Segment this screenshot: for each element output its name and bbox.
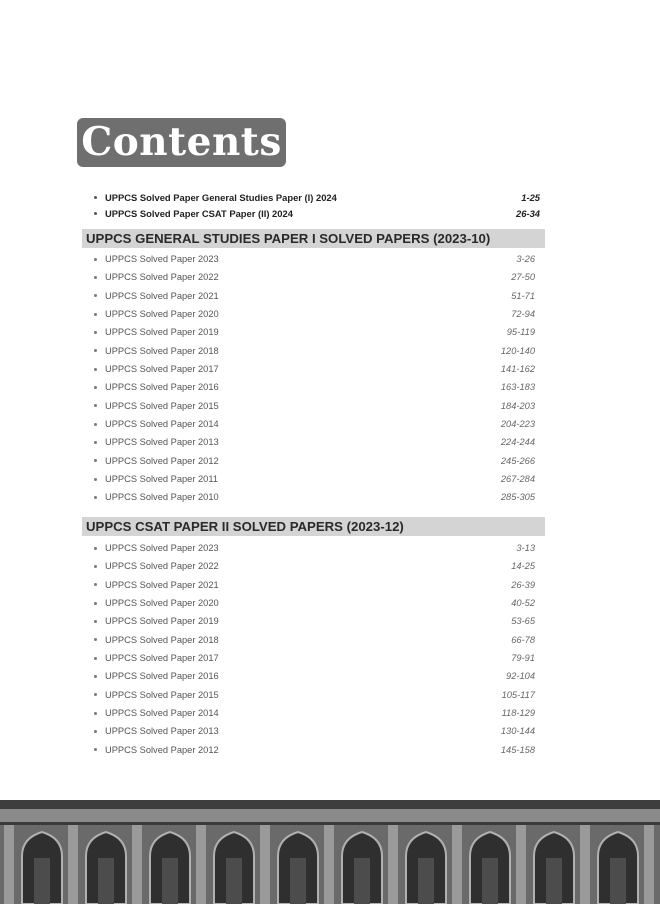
list-item[interactable] bbox=[92, 741, 535, 759]
entry-pages: 184-203 bbox=[500, 400, 535, 411]
entry-pages: 267-284 bbox=[500, 474, 535, 485]
list-item[interactable] bbox=[92, 415, 535, 433]
entry-pages: 130-144 bbox=[500, 726, 535, 737]
entry-pages: 53-65 bbox=[511, 616, 535, 627]
bullet-icon bbox=[94, 675, 97, 678]
bullet-icon bbox=[94, 459, 97, 462]
entry-label: UPPCS Solved Paper 2012 bbox=[105, 455, 219, 466]
entry-pages: 26-39 bbox=[511, 579, 535, 590]
bullet-icon bbox=[94, 478, 97, 481]
bullet-icon bbox=[94, 602, 97, 605]
entry-label: UPPCS Solved Paper 2019 bbox=[105, 616, 219, 627]
bullet-icon bbox=[94, 313, 97, 316]
entry-pages: 163-183 bbox=[500, 382, 535, 393]
entry-pages: 145-158 bbox=[500, 744, 535, 755]
list-item[interactable] bbox=[92, 342, 535, 360]
list-item[interactable] bbox=[92, 594, 535, 612]
list-item[interactable] bbox=[92, 452, 535, 470]
bullet-icon bbox=[94, 748, 97, 751]
bullet-icon bbox=[94, 547, 97, 550]
entry-pages: 105-117 bbox=[501, 689, 535, 700]
entry-pages: 26-34 bbox=[516, 207, 540, 219]
entry-label: UPPCS Solved Paper 2022 bbox=[105, 561, 219, 572]
list-item[interactable] bbox=[92, 433, 535, 451]
bullet-icon bbox=[94, 212, 97, 215]
list-item[interactable] bbox=[92, 287, 535, 305]
entry-pages: 72-94 bbox=[511, 309, 535, 320]
entry-pages: 224-244 bbox=[500, 437, 535, 448]
list-item[interactable] bbox=[92, 649, 535, 667]
entry-label: UPPCS Solved Paper 2018 bbox=[105, 634, 219, 645]
bullet-icon bbox=[94, 196, 97, 199]
bullet-icon bbox=[94, 712, 97, 715]
entry-pages: 40-52 bbox=[511, 598, 535, 609]
entry-label: UPPCS Solved Paper 2014 bbox=[105, 708, 219, 719]
entry-label: UPPCS Solved Paper 2013 bbox=[105, 726, 219, 737]
list-item[interactable] bbox=[92, 612, 535, 630]
bullet-icon bbox=[94, 565, 97, 568]
bullet-icon bbox=[94, 583, 97, 586]
bullet-icon bbox=[94, 331, 97, 334]
entry-label: UPPCS Solved Paper CSAT Paper (II) 2024 bbox=[105, 207, 293, 219]
entry-pages: 118-129 bbox=[501, 708, 535, 719]
entry-label: UPPCS Solved Paper 2020 bbox=[105, 309, 219, 320]
list-item[interactable] bbox=[92, 722, 535, 740]
entry-pages: 27-50 bbox=[511, 272, 535, 283]
bullet-icon bbox=[94, 657, 97, 660]
entry-pages: 92-104 bbox=[506, 671, 535, 682]
entry-pages: 95-119 bbox=[506, 327, 535, 338]
bullet-icon bbox=[94, 423, 97, 426]
entry-label: UPPCS Solved Paper 2019 bbox=[105, 327, 219, 338]
entry-pages: 79-91 bbox=[511, 653, 535, 664]
list-item[interactable] bbox=[92, 378, 535, 396]
entry-label: UPPCS Solved Paper 2014 bbox=[105, 419, 219, 430]
entry-pages: 3-13 bbox=[516, 543, 535, 554]
list-item[interactable] bbox=[92, 305, 535, 323]
entry-label: UPPCS Solved Paper 2016 bbox=[105, 671, 219, 682]
bullet-icon bbox=[94, 638, 97, 641]
list-item[interactable] bbox=[92, 189, 540, 205]
bullet-icon bbox=[94, 441, 97, 444]
list-item[interactable] bbox=[92, 323, 535, 341]
decorative-footer-image bbox=[0, 800, 660, 904]
bullet-icon bbox=[94, 258, 97, 261]
entry-label: UPPCS Solved Paper 2023 bbox=[105, 254, 219, 265]
entry-label: UPPCS Solved Paper 2015 bbox=[105, 689, 219, 700]
entry-label: UPPCS Solved Paper 2010 bbox=[105, 492, 219, 503]
list-item[interactable] bbox=[92, 557, 535, 575]
list-item[interactable] bbox=[92, 268, 535, 286]
list-item[interactable] bbox=[92, 704, 535, 722]
list-item[interactable] bbox=[92, 667, 535, 685]
entry-label: UPPCS Solved Paper 2017 bbox=[105, 653, 219, 664]
list-item[interactable] bbox=[92, 360, 535, 378]
entry-pages: 245-266 bbox=[500, 455, 535, 466]
entry-label: UPPCS Solved Paper General Studies Paper (I) 2024 bbox=[105, 191, 337, 203]
entry-label: UPPCS Solved Paper 2020 bbox=[105, 598, 219, 609]
bullet-icon bbox=[94, 620, 97, 623]
entry-pages: 141-162 bbox=[500, 364, 535, 375]
entry-pages: 285-305 bbox=[500, 492, 535, 503]
bullet-icon bbox=[94, 693, 97, 696]
entry-label: UPPCS Solved Paper 2011 bbox=[105, 474, 219, 485]
bullet-icon bbox=[94, 276, 97, 279]
page-title: Contents bbox=[77, 118, 286, 167]
entry-label: UPPCS Solved Paper 2013 bbox=[105, 437, 219, 448]
list-item[interactable] bbox=[92, 539, 535, 557]
list-item[interactable] bbox=[92, 205, 540, 221]
bullet-icon bbox=[94, 368, 97, 371]
entry-label: UPPCS Solved Paper 2015 bbox=[105, 400, 219, 411]
bullet-icon bbox=[94, 349, 97, 352]
bullet-icon bbox=[94, 730, 97, 733]
entry-pages: 3-26 bbox=[516, 254, 535, 265]
entry-pages: 1-25 bbox=[521, 191, 540, 203]
top-entries-list bbox=[92, 189, 540, 221]
entry-pages: 14-25 bbox=[511, 561, 535, 572]
entry-label: UPPCS Solved Paper 2023 bbox=[105, 543, 219, 554]
entry-label: UPPCS Solved Paper 2021 bbox=[105, 290, 219, 301]
list-item[interactable] bbox=[92, 576, 535, 594]
bullet-icon bbox=[94, 386, 97, 389]
csat-papers-list bbox=[92, 539, 535, 759]
entry-label: UPPCS Solved Paper 2022 bbox=[105, 272, 219, 283]
list-item[interactable] bbox=[92, 488, 535, 506]
entry-label: UPPCS Solved Paper 2017 bbox=[105, 364, 219, 375]
entry-pages: 120-140 bbox=[500, 345, 535, 356]
entry-pages: 51-71 bbox=[511, 290, 535, 301]
list-item[interactable] bbox=[92, 631, 535, 649]
entry-pages: 204-223 bbox=[500, 419, 535, 430]
list-item[interactable] bbox=[92, 686, 535, 704]
monument-arches-icon bbox=[0, 800, 660, 904]
list-item[interactable] bbox=[92, 397, 535, 415]
entry-label: UPPCS Solved Paper 2021 bbox=[105, 579, 219, 590]
entry-pages: 66-78 bbox=[511, 634, 535, 645]
list-item[interactable] bbox=[92, 470, 535, 488]
list-item[interactable] bbox=[92, 250, 535, 268]
section-heading-csat: UPPCS CSAT PAPER II SOLVED PAPERS (2023-12) bbox=[82, 517, 545, 536]
bullet-icon bbox=[94, 496, 97, 499]
section-heading-gs: UPPCS GENERAL STUDIES PAPER I SOLVED PAPERS (2023-10) bbox=[82, 229, 545, 248]
entry-label: UPPCS Solved Paper 2016 bbox=[105, 382, 219, 393]
gs-papers-list bbox=[92, 250, 535, 507]
bullet-icon bbox=[94, 404, 97, 407]
entry-label: UPPCS Solved Paper 2012 bbox=[105, 744, 219, 755]
entry-label: UPPCS Solved Paper 2018 bbox=[105, 345, 219, 356]
bullet-icon bbox=[94, 294, 97, 297]
